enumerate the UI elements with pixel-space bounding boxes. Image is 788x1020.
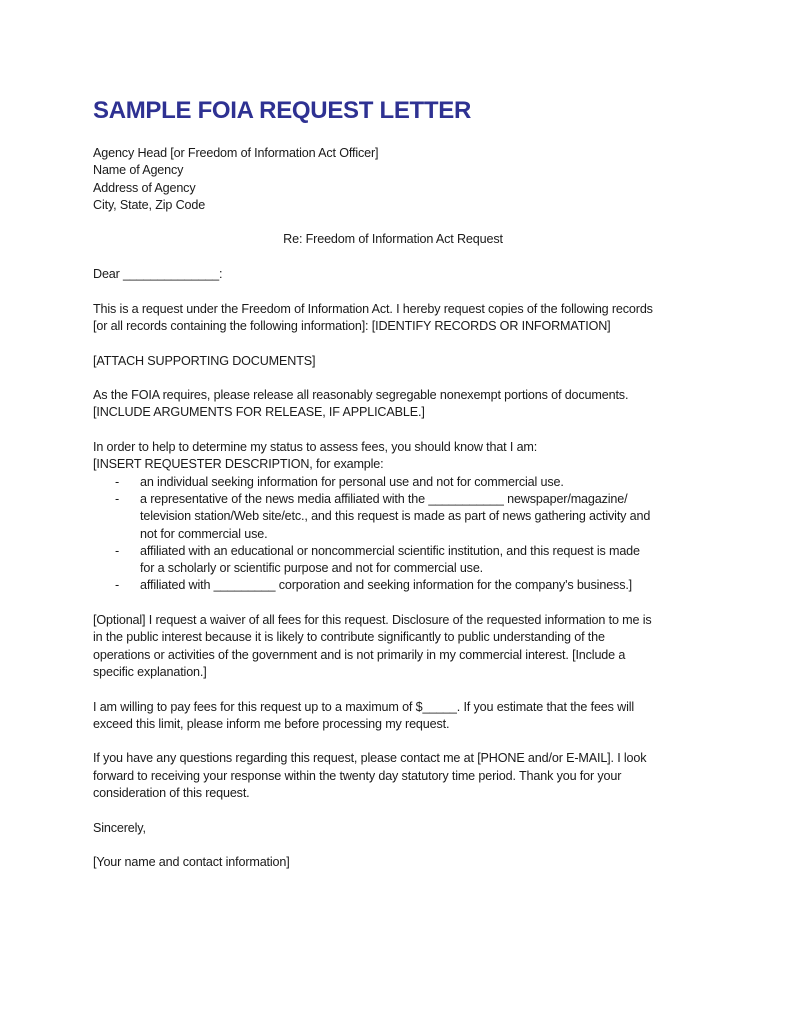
- text-line: in the public interest because it is likely to contribute significantly to public understanding of the: [93, 630, 605, 645]
- list-item: [93, 577, 713, 594]
- release-paragraph: [93, 387, 713, 422]
- list-item: [93, 474, 713, 491]
- text-line: [INSERT REQUESTER DESCRIPTION, for example:: [93, 457, 384, 472]
- bullet-dash: -: [115, 578, 120, 593]
- fee-status-paragraph: [93, 439, 713, 595]
- text-line: affiliated with an educational or noncommercial scientific institution, and this request is made: [140, 543, 640, 558]
- text-line: In order to help to determine my status to assess fees, you should know that I am:: [93, 440, 538, 455]
- bullet-dash: -: [115, 491, 120, 506]
- page-title: SAMPLE FOIA REQUEST LETTER: [93, 97, 471, 124]
- request-paragraph: [93, 301, 713, 336]
- text-line: If you have any questions regarding this request, please contact me at [PHONE and/or E-MAIL]. I look: [93, 751, 647, 766]
- text-line: television station/Web site/etc., and this request is made as part of news gathering activity and: [140, 509, 651, 524]
- fee-waiver-paragraph: [93, 612, 713, 681]
- address-line: Agency Head [or Freedom of Information Act Officer]: [93, 146, 379, 160]
- text-line: As the FOIA requires, please release all reasonably segregable nonexempt portions of documents.: [93, 388, 629, 403]
- list-item: [93, 491, 713, 543]
- fee-limit-paragraph: [93, 699, 713, 734]
- address-line: Name of Agency: [93, 163, 184, 178]
- bullet-dash: -: [115, 474, 120, 489]
- bullet-dash: -: [115, 543, 120, 558]
- letter: [93, 96, 713, 871]
- text-line: operations or activities of the government and is not primarily in my commercial interest. [Include a: [93, 647, 626, 662]
- re-line: Re: Freedom of Information Act Request: [283, 232, 503, 247]
- attach-note: [ATTACH SUPPORTING DOCUMENTS]: [93, 353, 316, 368]
- text-line: an individual seeking information for personal use and not for commercial use.: [140, 474, 564, 489]
- address-line: City, State, Zip Code: [93, 197, 206, 212]
- text-line: affiliated with _________ corporation and seeking information for the company's business.]: [140, 578, 633, 593]
- salutation: Dear ______________:: [93, 267, 223, 282]
- signature: [Your name and contact information]: [93, 855, 290, 870]
- text-line: a representative of the news media affiliated with the ___________ newspaper/magazine/: [140, 491, 628, 506]
- list-item: [93, 543, 713, 578]
- closing: Sincerely,: [93, 820, 146, 835]
- text-line: consideration of this request.: [93, 785, 250, 800]
- address-line: Address of Agency: [93, 180, 196, 195]
- contact-paragraph: [93, 750, 713, 802]
- text-line: not for commercial use.: [140, 526, 268, 541]
- text-line: [INCLUDE ARGUMENTS FOR RELEASE, IF APPLICABLE.]: [93, 405, 425, 420]
- text-line: for a scholarly or scientific purpose and not for commercial use.: [140, 561, 484, 576]
- agency-address: [93, 145, 713, 214]
- text-line: I am willing to pay fees for this request up to a maximum of $_____. If you estimate that the fees will: [93, 699, 635, 714]
- text-line: forward to receiving your response within the twenty day statutory time period. Thank you for your: [93, 768, 622, 783]
- text-line: exceed this limit, please inform me before processing my request.: [93, 716, 450, 731]
- text-line: [Optional] I request a waiver of all fees for this request. Disclosure of the requested information to me is: [93, 613, 652, 628]
- text-line: This is a request under the Freedom of Information Act. I hereby request copies of the following records: [93, 301, 653, 316]
- text-line: specific explanation.]: [93, 664, 207, 679]
- text-line: [or all records containing the following information]: [IDENTIFY RECORDS OR INFORMATION]: [93, 318, 611, 333]
